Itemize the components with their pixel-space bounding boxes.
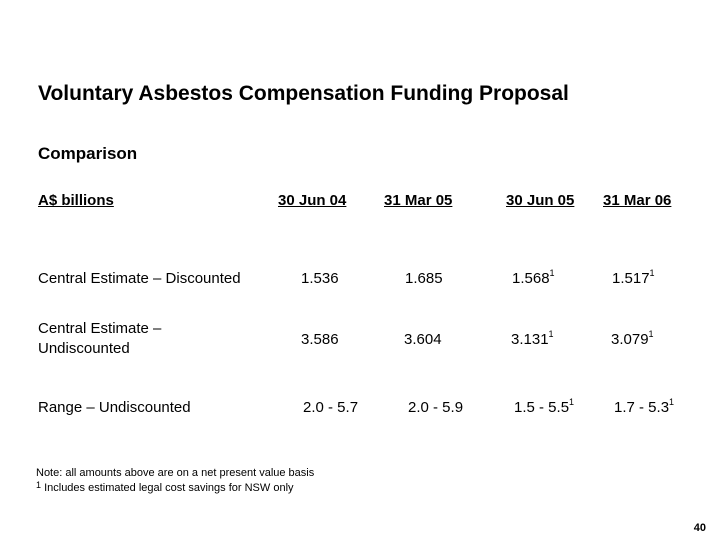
table-cell: 2.0 - 5.9 — [408, 399, 464, 416]
footnote-marker: 1 — [548, 329, 554, 339]
footnote-marker: 1 — [669, 397, 675, 407]
table-cell: $1.5 - 5.5^1$ — [514, 397, 575, 416]
table-cell: 1.536 — [301, 270, 339, 287]
section-subtitle: Comparison — [38, 144, 138, 163]
footnote-marker: 1 — [549, 268, 555, 278]
footnote-marker: 1 — [649, 268, 655, 278]
column-header-31-mar-06: 31 Mar 06 — [603, 192, 672, 209]
table-cell: 2.0 - 5.7 — [303, 399, 359, 416]
table-cell: 1.568$^1$ — [512, 268, 555, 287]
footnote-marker: 1 — [36, 480, 42, 490]
footnote-marker: 1 — [569, 397, 575, 407]
table-cell: 3.586 — [301, 331, 339, 348]
table-cell: $1.7 - 5.3^1$ — [614, 397, 675, 416]
column-header-31-mar-05: 31 Mar 05 — [384, 192, 453, 209]
table-cell: 3.079$^1$ — [611, 329, 654, 348]
page-number: 40 — [693, 522, 706, 534]
row-label-range-undiscounted: Range – Undiscounted — [38, 399, 191, 416]
row-label-central-estimate-discounted: Central Estimate – Discounted — [38, 270, 241, 287]
footnote-marker: 1 — [648, 329, 654, 339]
footnote-legal-cost-savings: $^1$ Includes estimated legal cost savings for NSW only — [36, 480, 294, 494]
note-net-present-value: Note: all amounts above are on a net present value basis — [36, 467, 315, 479]
row-label-central-estimate-undiscounted-line1: Central Estimate – — [38, 320, 162, 337]
table-cell: 3.604 — [404, 331, 442, 348]
column-header-30-jun-05: 30 Jun 05 — [506, 192, 575, 209]
units-header: A$ billions — [38, 192, 114, 209]
table-cell: 1.517$^1$ — [612, 268, 655, 287]
table-cell: 1.685 — [405, 270, 443, 287]
table-cell: 3.131$^1$ — [511, 329, 554, 348]
row-label-central-estimate-undiscounted-line2: Undiscounted — [38, 340, 130, 357]
page-title: Voluntary Asbestos Compensation Funding Proposal — [38, 82, 569, 105]
column-header-30-jun-04: 30 Jun 04 — [278, 192, 347, 209]
